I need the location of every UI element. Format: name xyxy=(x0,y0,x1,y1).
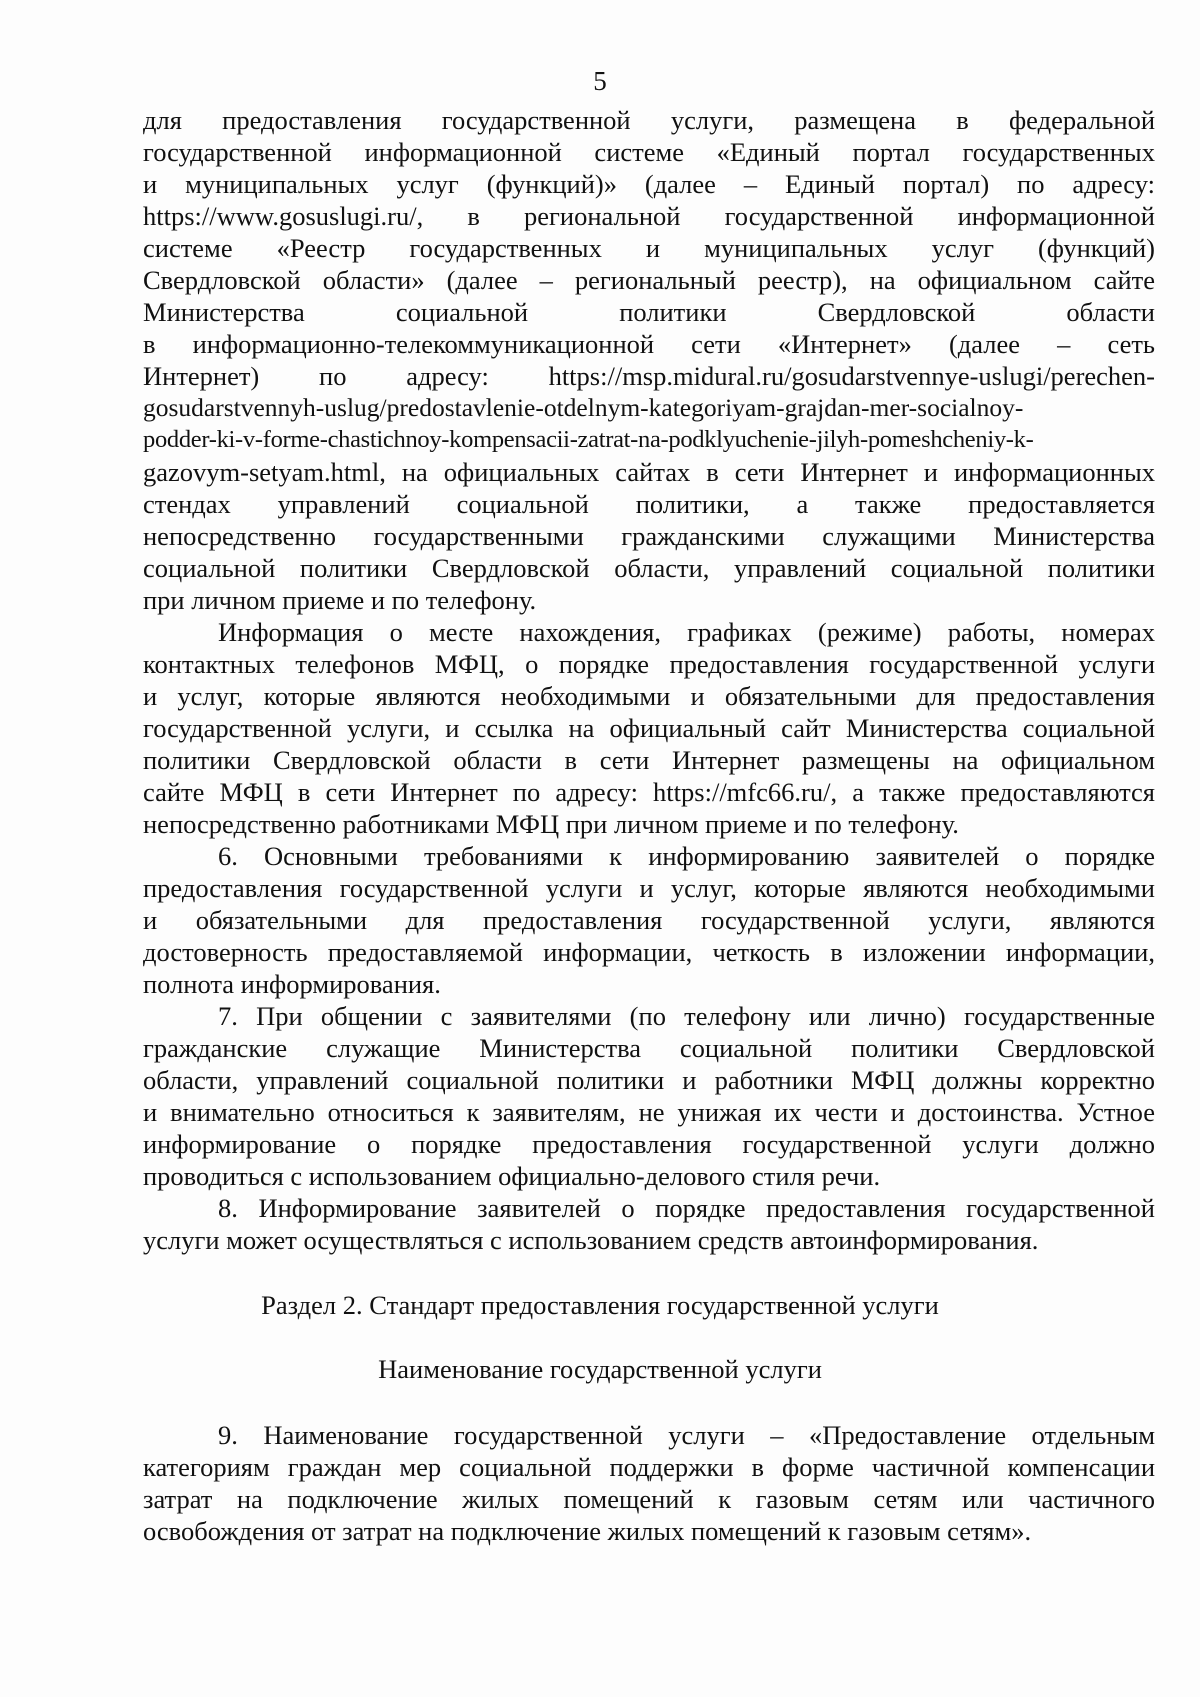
text-line: 6. Основными требованиями к информированию заявителей о порядке xyxy=(218,841,1155,871)
text-line: проводиться с использованием официально-делового стиля речи. xyxy=(143,1161,881,1191)
text-line: для предоставления государственной услуги, размещена в федеральной xyxy=(143,105,1155,135)
text-line: категориям граждан мер социальной поддержки в форме частичной компенсации xyxy=(143,1452,1155,1482)
text-line: сайте МФЦ в сети Интернет по адресу: https://mfc66.ru/, а также предоставляются xyxy=(143,777,1155,807)
text-line: гражданские служащие Министерства социальной политики Свердловской xyxy=(143,1033,1155,1063)
text-line: государственной информационной системе «Единый портал государственных xyxy=(143,137,1155,167)
text-line: https://www.gosuslugi.ru/, в региональной государственной информационной xyxy=(143,201,1155,231)
page-number: 5 xyxy=(593,66,607,96)
text-line: и обязательными для предоставления государственной услуги, являются xyxy=(143,905,1155,935)
text-line: информирование о порядке предоставления государственной услуги должно xyxy=(143,1129,1155,1159)
text-line: системе «Реестр государственных и муниципальных услуг (функций) xyxy=(143,233,1155,263)
text-line: и внимательно относиться к заявителям, не унижая их чести и достоинства. Устное xyxy=(143,1097,1155,1127)
text-line: стендах управлений социальной политики, а также предоставляется xyxy=(143,489,1155,519)
text-line: контактных телефонов МФЦ, о порядке предоставления государственной услуги xyxy=(143,649,1155,679)
text-line: 7. При общении с заявителями (по телефону или лично) государственные xyxy=(218,1001,1155,1031)
section-heading: Раздел 2. Стандарт предоставления государственной услуги xyxy=(261,1290,939,1320)
text-line: 9. Наименование государственной услуги – «Предоставление отдельным xyxy=(218,1420,1155,1450)
text-line: Министерства социальной политики Свердловской области xyxy=(143,297,1155,327)
text-line: социальной политики Свердловской области, управлений социальной политики xyxy=(143,553,1155,583)
text-line: государственной услуги, и ссылка на официальный сайт Министерства социальной xyxy=(143,713,1155,743)
text-line: политики Свердловской области в сети Интернет размещены на официальном xyxy=(143,745,1155,775)
text-line: при личном приеме и по телефону. xyxy=(143,585,537,615)
text-line: освобождения от затрат на подключение жилых помещений к газовым сетям». xyxy=(143,1516,1032,1546)
text-line: затрат на подключение жилых помещений к газовым сетям или частичного xyxy=(143,1484,1155,1514)
text-line: и муниципальных услуг (функций)» (далее – Единый портал) по адресу: xyxy=(143,169,1155,199)
text-line: 8. Информирование заявителей о порядке предоставления государственной xyxy=(218,1193,1155,1223)
text-line: gazovym-setyam.html, на официальных сайтах в сети Интернет и информационных xyxy=(143,457,1155,487)
text-line: непосредственно работниками МФЦ при личном приеме и по телефону. xyxy=(143,809,959,839)
text-line: услуги может осуществляться с использованием средств автоинформирования. xyxy=(143,1225,1039,1255)
text-line: gosudarstvennyh-uslug/predostavlenie-otdelnym-kategoriyam-grajdan-mer-socialnoy- xyxy=(143,393,1024,422)
text-line: достоверность предоставляемой информации, четкость в изложении информации, xyxy=(143,937,1155,967)
text-line: предоставления государственной услуги и услуг, которые являются необходимыми xyxy=(143,873,1155,903)
text-line: в информационно-телекоммуникационной сети «Интернет» (далее – сеть xyxy=(143,329,1155,359)
text-line: Свердловской области» (далее – региональный реестр), на официальном сайте xyxy=(143,265,1155,295)
text-line: полнота информирования. xyxy=(143,969,441,999)
text-line: области, управлений социальной политики и работники МФЦ должны корректно xyxy=(143,1065,1155,1095)
text-line: Интернет) по адресу: https://msp.midural.ru/gosudarstvennye-uslugi/perechen- xyxy=(143,361,1155,391)
text-line: Информация о месте нахождения, графиках (режиме) работы, номерах xyxy=(218,617,1155,647)
text-line: непосредственно государственными гражданскими служащими Министерства xyxy=(143,521,1155,551)
subsection-heading: Наименование государственной услуги xyxy=(378,1354,822,1384)
text-line: podder-ki-v-forme-chastichnoy-kompensacii-zatrat-na-podklyuchenie-jilyh-pomeshcheniy-k- xyxy=(143,426,1034,453)
text-line: и услуг, которые являются необходимыми и обязательными для предоставления xyxy=(143,681,1155,711)
